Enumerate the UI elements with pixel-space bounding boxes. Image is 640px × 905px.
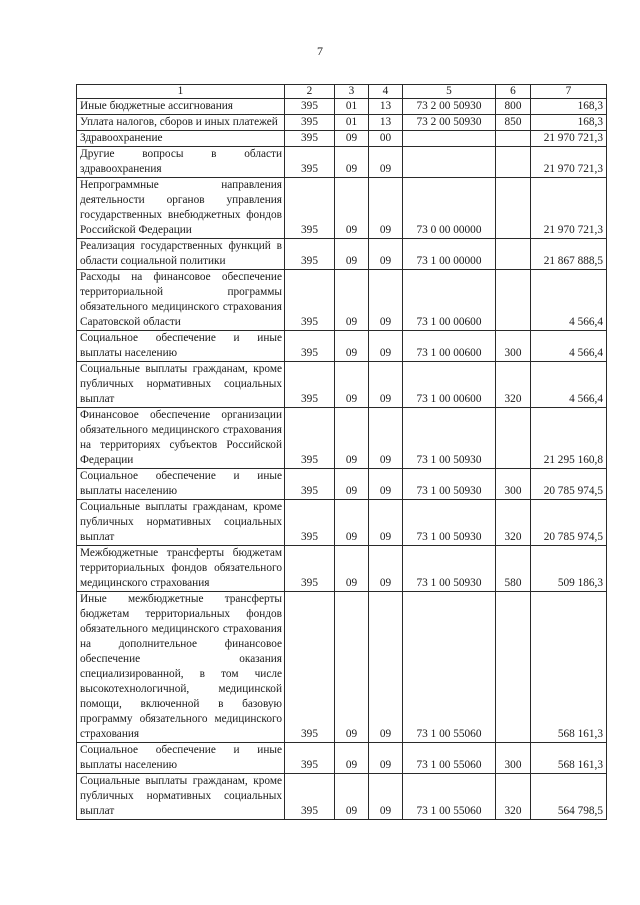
row-subsection-code: 09 [369,362,403,408]
row-ministry-code: 395 [285,147,335,178]
column-number-1: 1 [77,85,285,99]
row-subsection-code: 09 [369,500,403,546]
table-row [77,331,607,362]
row-expense-type [496,270,531,331]
row-name: Социальные выплаты гражданам, кроме публичных нормативных социальных выплат [77,774,285,820]
budget-table [76,84,607,820]
row-section-code: 01 [335,115,369,131]
row-target-article [403,147,496,178]
table-row [77,239,607,270]
row-subsection-code: 09 [369,331,403,362]
row-ministry-code: 395 [285,131,335,147]
row-expense-type: 300 [496,743,531,774]
row-amount: 568 161,3 [531,592,607,743]
table-row [77,743,607,774]
row-section-code: 09 [335,239,369,270]
row-name: Непрограммные направления деятельности органов управления государственных внебюджетных фондов Российской Федерации [77,178,285,239]
row-expense-type [496,592,531,743]
row-name: Другие вопросы в области здравоохранения [77,147,285,178]
row-ministry-code: 395 [285,99,335,115]
budget-table-body [77,85,607,820]
column-number-2: 2 [285,85,335,99]
row-expense-type: 320 [496,500,531,546]
column-number-3: 3 [335,85,369,99]
column-number-4: 4 [369,85,403,99]
row-section-code: 09 [335,469,369,500]
row-section-code: 09 [335,331,369,362]
table-row [77,178,607,239]
column-number-5: 5 [403,85,496,99]
row-name: Социальное обеспечение и иные выплаты населению [77,743,285,774]
row-ministry-code: 395 [285,774,335,820]
table-row [77,469,607,500]
row-amount: 168,3 [531,115,607,131]
row-ministry-code: 395 [285,239,335,270]
row-subsection-code: 09 [369,469,403,500]
row-expense-type [496,178,531,239]
row-expense-type [496,147,531,178]
row-amount: 21 970 721,3 [531,178,607,239]
row-ministry-code: 395 [285,331,335,362]
row-section-code: 01 [335,99,369,115]
row-name: Социальное обеспечение и иные выплаты населению [77,469,285,500]
row-amount: 509 186,3 [531,546,607,592]
row-ministry-code: 395 [285,500,335,546]
row-expense-type [496,131,531,147]
row-name: Финансовое обеспечение организации обязательного медицинского страхования на территориях субъектов Российской Федерации [77,408,285,469]
row-amount: 4 566,4 [531,270,607,331]
row-expense-type: 580 [496,546,531,592]
table-row [77,408,607,469]
row-subsection-code: 09 [369,178,403,239]
column-number-6: 6 [496,85,531,99]
row-target-article: 73 1 00 50930 [403,546,496,592]
row-section-code: 09 [335,147,369,178]
row-subsection-code: 13 [369,99,403,115]
table-row [77,115,607,131]
row-ministry-code: 395 [285,592,335,743]
table-row [77,99,607,115]
row-subsection-code: 09 [369,147,403,178]
row-target-article: 73 1 00 00600 [403,270,496,331]
row-section-code: 09 [335,592,369,743]
row-ministry-code: 395 [285,362,335,408]
row-expense-type: 320 [496,362,531,408]
row-name: Здравоохранение [77,131,285,147]
row-amount: 168,3 [531,99,607,115]
row-amount: 21 970 721,3 [531,131,607,147]
row-section-code: 09 [335,270,369,331]
row-amount: 21 295 160,8 [531,408,607,469]
row-expense-type [496,239,531,270]
row-subsection-code: 09 [369,743,403,774]
row-subsection-code: 13 [369,115,403,131]
row-ministry-code: 395 [285,408,335,469]
row-target-article: 73 1 00 00000 [403,239,496,270]
row-name: Иные межбюджетные трансферты бюджетам территориальных фондов обязательного медицинского страхования на дополнительное финансовое обеспечение оказания специализированной, в том числе высокотехнологичной, медицинской помощи, включенной в базовую программу обязательного медицинского страхования [77,592,285,743]
row-amount: 20 785 974,5 [531,469,607,500]
row-name: Уплата налогов, сборов и иных платежей [77,115,285,131]
table-row [77,546,607,592]
row-ministry-code: 395 [285,270,335,331]
row-ministry-code: 395 [285,546,335,592]
column-number-7: 7 [531,85,607,99]
row-expense-type: 300 [496,331,531,362]
table-row [77,774,607,820]
row-target-article: 73 1 00 55060 [403,743,496,774]
row-name: Социальные выплаты гражданам, кроме публичных нормативных социальных выплат [77,362,285,408]
row-target-article: 73 1 00 55060 [403,774,496,820]
table-row [77,362,607,408]
row-subsection-code: 09 [369,774,403,820]
row-amount: 564 798,5 [531,774,607,820]
row-target-article: 73 1 00 50930 [403,469,496,500]
row-ministry-code: 395 [285,469,335,500]
row-target-article: 73 1 00 55060 [403,592,496,743]
row-subsection-code: 09 [369,270,403,331]
table-row [77,270,607,331]
row-section-code: 09 [335,362,369,408]
table-row [77,147,607,178]
row-name: Иные бюджетные ассигнования [77,99,285,115]
row-ministry-code: 395 [285,743,335,774]
table-row [77,592,607,743]
row-name: Реализация государственных функций в области социальной политики [77,239,285,270]
row-section-code: 09 [335,408,369,469]
row-subsection-code: 00 [369,131,403,147]
row-target-article: 73 1 00 50930 [403,500,496,546]
row-section-code: 09 [335,131,369,147]
row-amount: 568 161,3 [531,743,607,774]
table-row [77,500,607,546]
row-amount: 20 785 974,5 [531,500,607,546]
row-target-article: 73 2 00 50930 [403,115,496,131]
row-name: Межбюджетные трансферты бюджетам территориальных фондов обязательного медицинского страхования [77,546,285,592]
row-ministry-code: 395 [285,115,335,131]
row-expense-type: 800 [496,99,531,115]
row-section-code: 09 [335,500,369,546]
row-target-article: 73 1 00 50930 [403,408,496,469]
row-amount: 21 867 888,5 [531,239,607,270]
table-row [77,131,607,147]
row-expense-type: 850 [496,115,531,131]
row-expense-type: 300 [496,469,531,500]
row-target-article: 73 1 00 00600 [403,331,496,362]
row-subsection-code: 09 [369,546,403,592]
page-number: 7 [317,44,323,58]
row-expense-type [496,408,531,469]
table-header-row [77,85,607,99]
row-section-code: 09 [335,774,369,820]
row-target-article: 73 1 00 00600 [403,362,496,408]
row-ministry-code: 395 [285,178,335,239]
row-section-code: 09 [335,178,369,239]
row-target-article [403,131,496,147]
row-name: Социальное обеспечение и иные выплаты населению [77,331,285,362]
row-section-code: 09 [335,546,369,592]
row-amount: 4 566,4 [531,331,607,362]
row-target-article: 73 2 00 50930 [403,99,496,115]
row-name: Расходы на финансовое обеспечение территориальной программы обязательного медицинского страхования Саратовской области [77,270,285,331]
row-target-article: 73 0 00 00000 [403,178,496,239]
row-section-code: 09 [335,743,369,774]
row-name: Социальные выплаты гражданам, кроме публичных нормативных социальных выплат [77,500,285,546]
row-expense-type: 320 [496,774,531,820]
row-subsection-code: 09 [369,239,403,270]
row-amount: 21 970 721,3 [531,147,607,178]
row-subsection-code: 09 [369,408,403,469]
row-subsection-code: 09 [369,592,403,743]
row-amount: 4 566,4 [531,362,607,408]
